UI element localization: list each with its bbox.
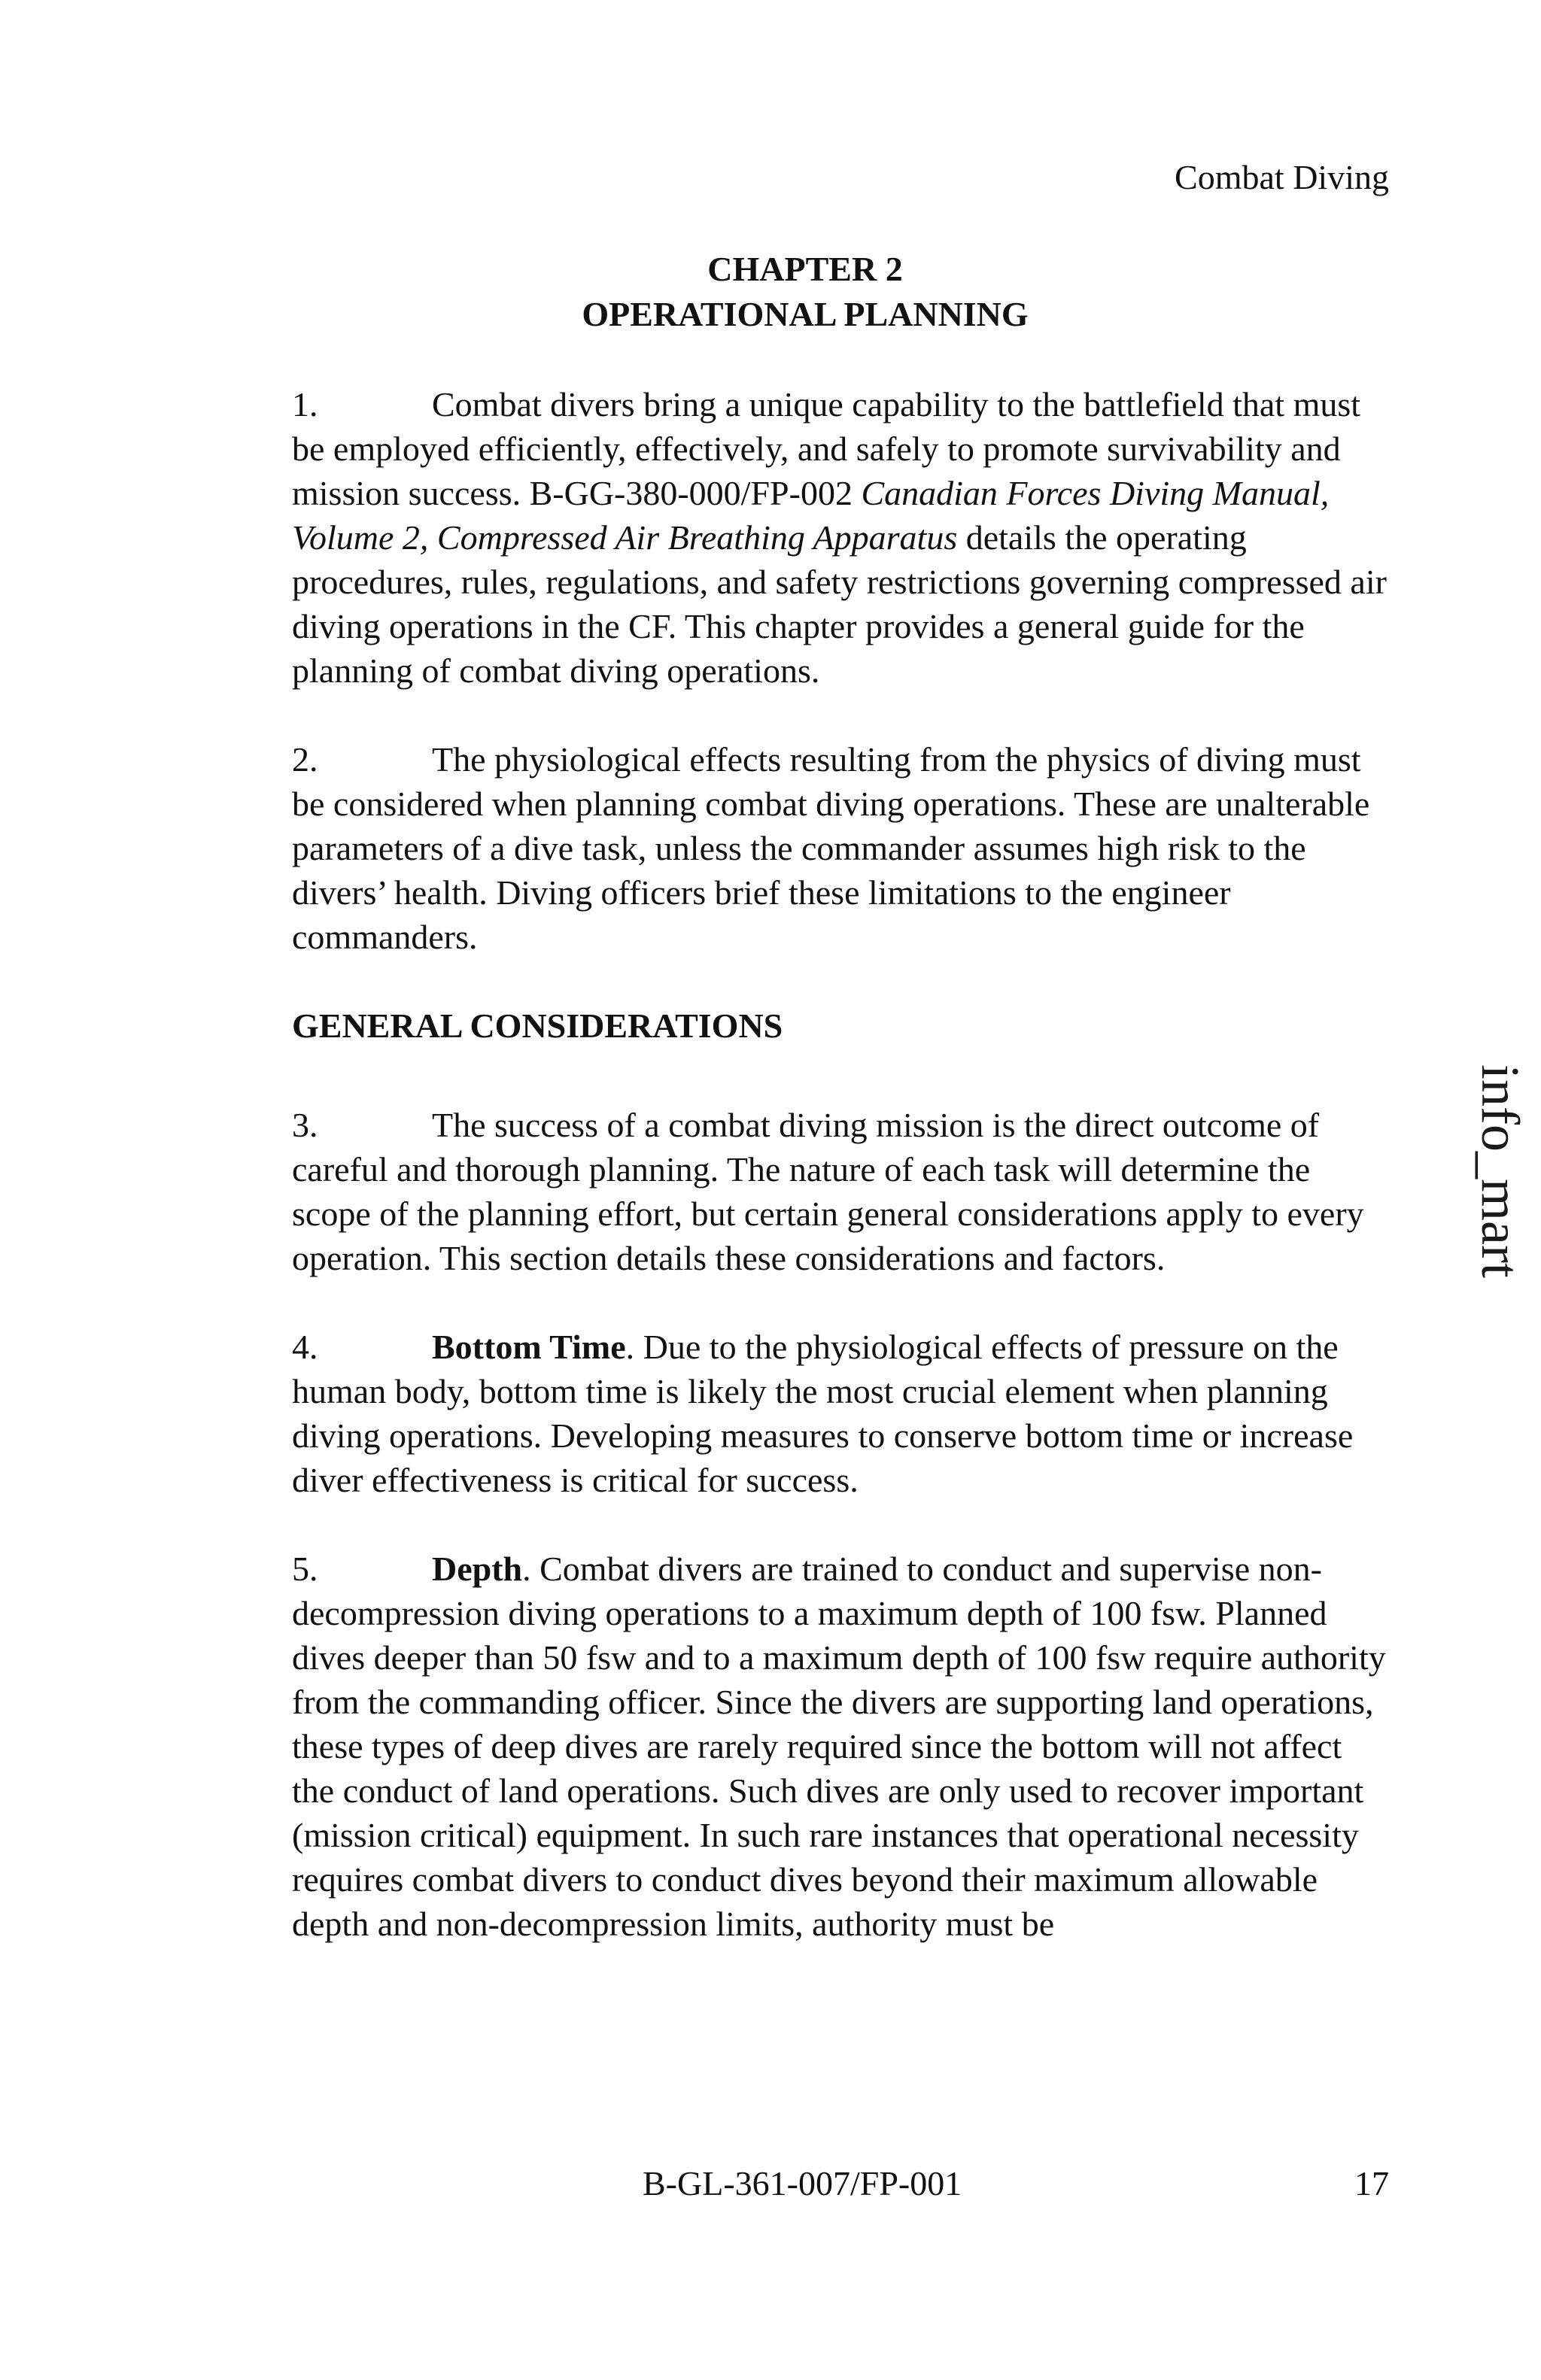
manual-title: Canadian Forces Diving Manual, Volume 2, Compressed Air Breathing Apparatus xyxy=(292,474,1330,557)
running-header: Combat Diving xyxy=(1175,158,1389,196)
paragraph-number: 5. xyxy=(292,1550,318,1588)
paragraph-1 xyxy=(292,382,1391,693)
paragraph-5 xyxy=(292,1547,1391,1946)
page-number: 17 xyxy=(1354,2164,1389,2202)
paragraph-number: 1. xyxy=(292,385,318,423)
paragraph-text: Combat divers bring a unique capability to the battlefield that must be employed efficiently, effectively, and safely to promote survivability and mission success. B-GG-380-000/FP-002 xyxy=(292,385,1361,512)
paragraph-term: Bottom Time xyxy=(432,1328,626,1366)
paragraph-text-continued: details the operating procedures, rules, regulations, and safety restrictions governing compressed air diving operations in the CF. This chapter provides a general guide for the planning of combat diving operations. xyxy=(292,518,1387,690)
paragraph-number: 3. xyxy=(292,1106,318,1144)
side-watermark: info_mart xyxy=(1470,1064,1530,1278)
paragraph-number: 2. xyxy=(292,740,318,779)
paragraph-text: The physiological effects resulting from the physics of diving must be considered when planning combat diving operations. These are unalterable parameters of a dive task, unless the commander assumes high risk to the divers’ health. Diving officers brief these limitations to the engineer commanders. xyxy=(292,740,1370,956)
document-code: B-GL-361-007/FP-001 xyxy=(643,2164,962,2202)
chapter-number: CHAPTER 2 xyxy=(707,250,903,288)
paragraph-text: . Due to the physiological effects of pressure on the human body, bottom time is likely the most crucial element when planning diving operations. Developing measures to conserve bottom time or increase diver effectiveness is critical for success. xyxy=(292,1328,1354,1499)
paragraph-text: The success of a combat diving mission is the direct outcome of careful and thorough planning. The nature of each task will determine the scope of the planning effort, but certain general considerations apply to every operation. This section details these considerations and factors. xyxy=(292,1106,1364,1277)
paragraph-2 xyxy=(292,737,1391,959)
paragraph-number: 4. xyxy=(292,1328,318,1366)
paragraph-text: . Combat divers are trained to conduct and supervise non-decompression diving operations to a maximum depth of 100 fsw. Planned dives deeper than 50 fsw and to a maximum depth of 100 fsw require authority from the commanding officer. Since the divers are supporting land operations, these types of deep dives are rarely required since the bottom will not affect the conduct of land operations. Such dives are only used to recover important (mission critical) equipment. In such rare instances that operational necessity requires combat divers to conduct dives beyond their maximum allowable depth and non-decompression limits, authority must be xyxy=(292,1550,1386,1943)
paragraph-3 xyxy=(292,1103,1391,1280)
chapter-heading xyxy=(0,247,1541,337)
section-heading: GENERAL CONSIDERATIONS xyxy=(292,1006,783,1045)
paragraph-term: Depth xyxy=(432,1550,523,1588)
paragraph-4 xyxy=(292,1325,1391,1502)
chapter-title: OPERATIONAL PLANNING xyxy=(582,295,1029,333)
body-text xyxy=(292,382,1391,1990)
